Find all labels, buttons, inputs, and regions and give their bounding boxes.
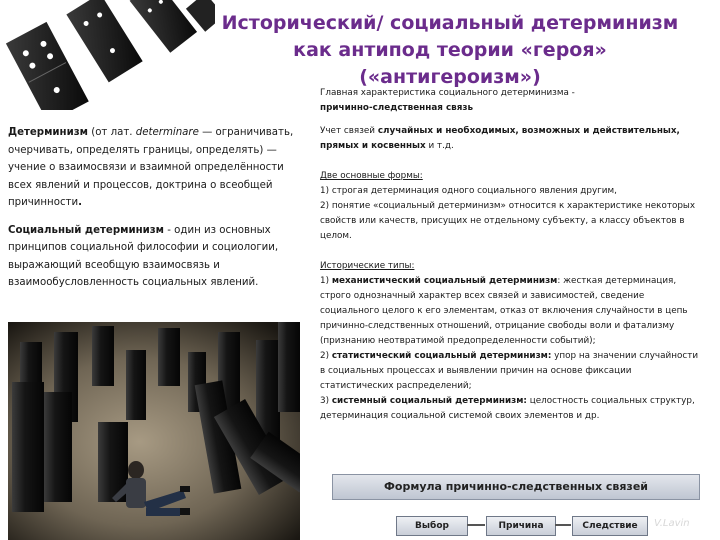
- definition-end: .: [78, 197, 82, 208]
- type-2: [320, 349, 705, 394]
- type-3: [320, 394, 705, 424]
- forms-header: Две основные формы:: [320, 171, 423, 181]
- type-1-number: 1): [320, 276, 332, 286]
- type-3-description: целостность социальных структур, детерминация социальной системой своих элементов и др.: [320, 396, 695, 421]
- term-social-determinism: Социальный детерминизм: [8, 224, 165, 236]
- links-intro: Учет связей: [320, 126, 378, 136]
- slide-title: [200, 10, 700, 91]
- types-header: Исторические типы:: [320, 261, 415, 271]
- title-line-1: Исторический/ социальный детерминизм: [221, 12, 679, 34]
- type-1-name: механистический социальный детерминизм: [331, 276, 558, 286]
- arrow-1: [467, 524, 485, 526]
- form-2: 2) понятие «социальный детерминизм» относится к характеристике некоторых свойств или качеств, присущих не отдельному субъекту, а классу объектов в целом.: [320, 201, 696, 241]
- determinism-definition: [8, 124, 300, 212]
- links-accounting: [320, 124, 705, 154]
- dominoes-man-photo: [8, 322, 300, 540]
- social-determinism-definition: [8, 222, 300, 292]
- type-2-name: статистический социальный детерминизм:: [331, 351, 552, 361]
- form-1: 1) строгая детерминация одного социального явления другим,: [320, 186, 617, 196]
- type-1-description: : жесткая детерминация, строго однозначный характер всех связей и зависимостей, сведение социального целого к его элементам, отказ от включения случайности в цепь причинно-следственных отношений, отрицание свободы воли и фатализму (признанию неотвратимой предопределенности событий);: [320, 276, 688, 346]
- social-definition-text: - один из основных принципов социальной философии и социологии, выражающий всеобщую взаимосвязь и взаимообусловленность социальных явлений.: [8, 224, 279, 288]
- definition-text-part-1: (от лат.: [87, 127, 136, 138]
- arrow-2: [555, 524, 571, 526]
- type-1: [320, 274, 705, 349]
- left-text-column: [8, 124, 300, 302]
- type-3-name: системный социальный детерминизм:: [331, 396, 527, 406]
- type-2-description: упор на значении случайности в социальных процессах и выявлении причин на основе фиксации статистических распределений;: [320, 351, 699, 391]
- causal-link-term: причинно-следственная связь: [320, 103, 474, 113]
- causal-formula-diagram: [320, 462, 710, 540]
- type-2-number: 2): [320, 351, 332, 361]
- links-etc: и т.д.: [425, 141, 454, 151]
- formula-title: Формула причинно-следственных связей: [332, 474, 700, 500]
- formula-box-cause: Причина: [486, 516, 556, 536]
- main-characteristic-text: Главная характеристика социального детерминизма -: [320, 88, 575, 98]
- links-types: случайных и необходимых, возможных и действительных, прямых и косвенных: [320, 126, 680, 151]
- watermark: V.Lavin: [654, 518, 690, 529]
- definition-text-part-2: — ограничивать, очерчивать, определять границы, определять) — учение о взаимосвязи и взаимной определённости всех явлений и процессов, доктрина о всеобщей причинности: [8, 127, 294, 208]
- main-characteristic: [320, 86, 705, 116]
- right-text-column: [320, 86, 705, 424]
- type-3-number: 3): [320, 396, 332, 406]
- latin-term: determinare: [135, 127, 199, 138]
- term-determinism: Детерминизм: [8, 127, 88, 138]
- formula-box-choice: Выбор: [396, 516, 468, 536]
- dominoes-illustration: [0, 0, 215, 110]
- title-line-2: как антипод теории «героя» («антигероизм»): [293, 39, 607, 88]
- formula-box-effect: Следствие: [572, 516, 648, 536]
